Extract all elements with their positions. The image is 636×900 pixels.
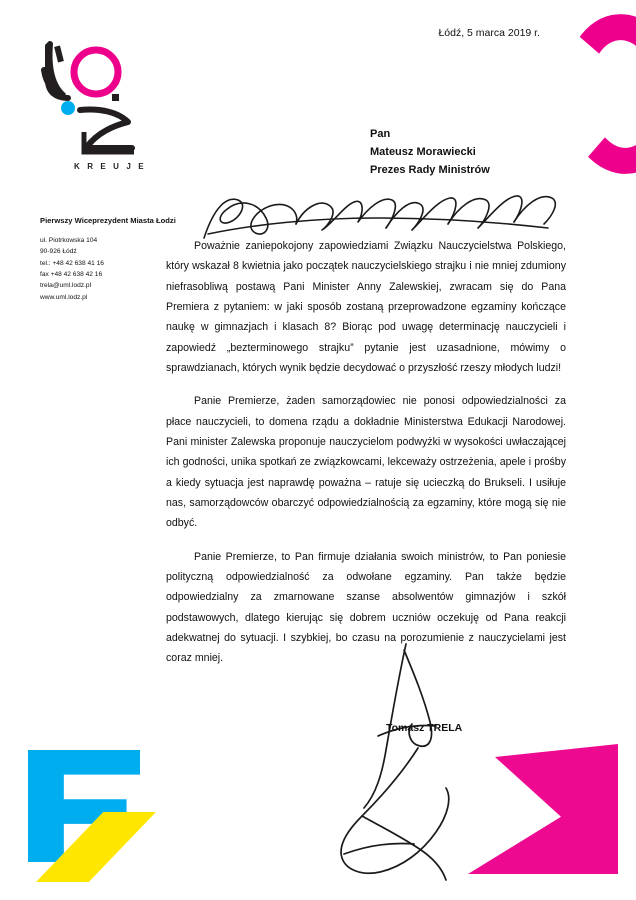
lodz-kreuje-logo xyxy=(34,34,154,174)
addressee-line-1: Pan xyxy=(370,128,391,140)
addressee-block xyxy=(370,126,490,179)
document-date: Łódź, 5 marca 2019 r. xyxy=(438,27,540,39)
addressee-line-3: Prezes Rady Ministrów xyxy=(370,163,490,176)
sender-title: Pierwszy Wiceprezydent Miasta Łodzi xyxy=(40,216,176,225)
logo-wordmark: K R E U J E xyxy=(74,162,147,171)
paragraph-2: Panie Premierze, żaden samorządowiec nie ponosi odpowiedzialności za płace nauczycieli, to domena rządu a dokładnie Ministerstwa Edukacji Narodowej. Pani minister Zalewska proponuje nauczycielom podwyżki w wysokości uwłaczającej ich godności, unika spotkań ze związkowcami, lekceważy ostrzeżenia, apele i prośby a kiedy sytuacja jest naprawdę poważna – ratuje się ucieczką do Brukseli. I usiłuje nas, samorządowców obarczyć odpowiedzialnością za egzaminy, które mogą się nie odbyć. xyxy=(166,395,566,530)
paragraph-1: Poważnie zaniepokojony zapowiedziami Związku Nauczycielstwa Polskiego, który wskazał 8 kwietnia jako początek nauczycielskiego strajku i nie mniej zdumiony niefrasobliwą postawą Pani Minister Anny Zalewskiej, zwracam się do Pana Premiera z pytaniem: w jaki sposób zostaną przeprowadzone egzaminy kończące naukę w gimnazjach i klasach 8? Biorąc pod uwagę determinację nauczycieli i zapowiedź „bezterminowego strajku” pytanie jest uzasadnione, mówimy o sprawdzianach, których wynik będzie decydować o przyszłość rzeszy młodych ludzi! xyxy=(166,240,566,374)
paragraph-3: Panie Premierze, to Pan firmuje działania swoich ministrów, to Pan poniesie polityczną odpowiedzialność za odwołane egzaminy. Pan także będzie odpowiedzialny za zmarnowane szanse absolwentów gimnazjów i szkół podstawowych, dlatego kierując się dobrem uczniów oczekuję od Pana reakcji adekwatnej do sytuacji. I szybkiej, bo czasu na porozumienie z nauczycielami jest coraz mniej. xyxy=(166,550,566,665)
signature-name: Tomasz TRELA xyxy=(386,722,463,734)
magenta-swoosh-graphic xyxy=(468,744,618,874)
magenta-arc-graphic xyxy=(559,10,636,178)
sender-contact xyxy=(40,235,180,303)
sender-email: trela@uml.lodz.pl xyxy=(40,282,92,290)
sender-phone: tel.: +48 42 638 41 16 xyxy=(40,259,104,267)
sender-address-street: ul. Piotrkowska 104 xyxy=(40,236,98,244)
letter-body xyxy=(166,236,566,682)
sender-address-city: 90-926 Łódź xyxy=(40,248,77,256)
sender-block xyxy=(40,216,180,303)
sender-website: www.uml.lodz.pl xyxy=(40,293,88,301)
addressee-line-2: Mateusz Morawiecki xyxy=(370,145,476,158)
sender-fax: fax +48 42 638 42 16 xyxy=(40,270,103,278)
